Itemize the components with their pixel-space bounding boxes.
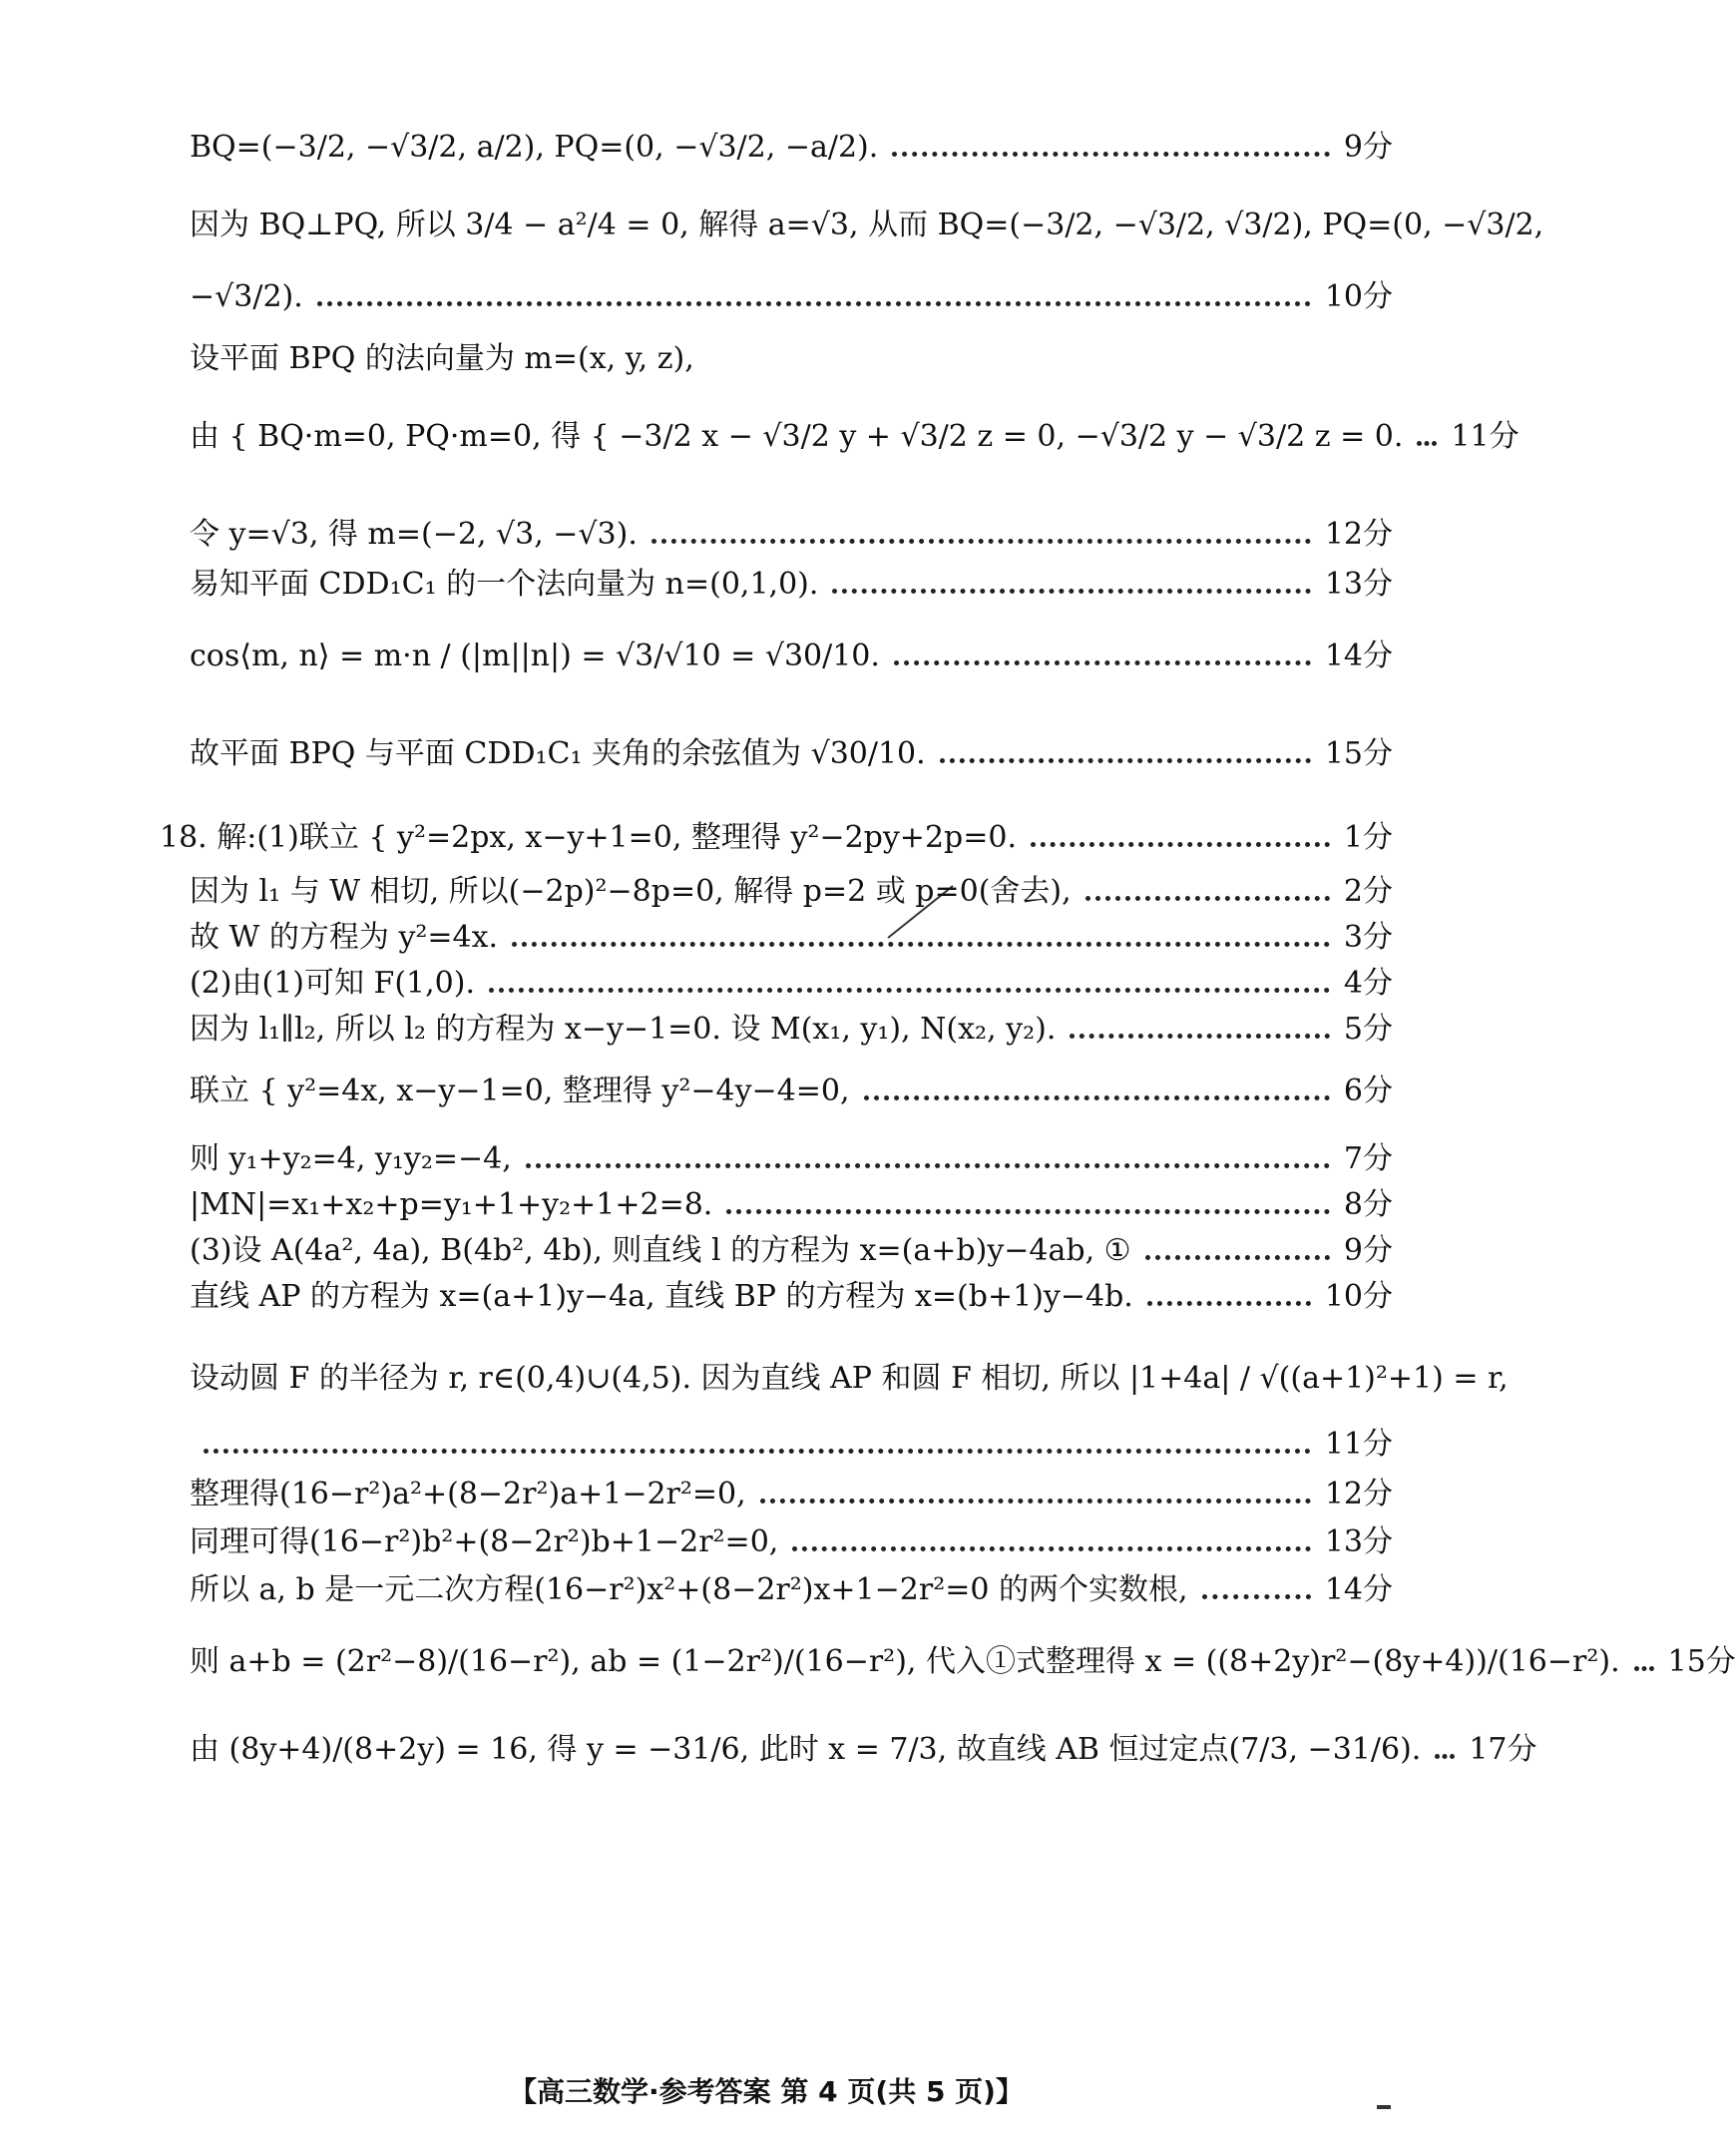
- dot-leader: [864, 1095, 1330, 1100]
- line-text: cos⟨m, n⟩ = m·n / (|m||n|) = √3/√10 = √30/10.: [190, 639, 880, 673]
- score-label: 17分: [1469, 1732, 1537, 1767]
- solution-line-2: [190, 208, 1544, 243]
- dot-leader: [760, 1499, 1311, 1504]
- score-label: 12分: [1324, 1477, 1393, 1511]
- line-text: 由 { BQ·m=0, PQ·m=0, 得 { −3/2 x − √3/2 y + √3/2 z = 0, −√3/2 y − √3/2 z = 0.: [190, 419, 1404, 454]
- score-label: 11分: [1324, 1427, 1393, 1462]
- line-text: 联立 { y²=4x, x−y−1=0, 整理得 y²−4y−4=0,: [190, 1074, 850, 1108]
- score-label: 10分: [1324, 279, 1393, 314]
- line-text: −√3/2).: [190, 279, 303, 314]
- solution-line-10: [160, 820, 1393, 856]
- line-text: 因为 l₁ 与 W 相切, 所以(−2p)²−8p=0, 解得 p=2 或 p=0(舍去),: [190, 874, 1072, 909]
- solution-line-9: [190, 736, 1393, 772]
- solution-line-22: [190, 1477, 1393, 1512]
- score-label: 2分: [1343, 874, 1393, 909]
- line-text: 因为 BQ⊥PQ, 所以 3/4 − a²/4 = 0, 解得 a=√3, 从而 BQ=(−3/2, −√3/2, √3/2), PQ=(0, −√3/2,: [190, 208, 1544, 242]
- line-text: (2)由(1)可知 F(1,0).: [190, 966, 475, 1001]
- line-text: (3)设 A(4a², 4a), B(4b², 4b), 则直线 l 的方程为 x=(a+b)y−4ab, ①: [190, 1233, 1131, 1268]
- solution-line-23: [190, 1524, 1393, 1560]
- dot-leader: [317, 301, 1311, 306]
- score-label: 13分: [1324, 1524, 1393, 1559]
- solution-line-19: [190, 1279, 1393, 1315]
- line-text: 故 W 的方程为 y²=4x.: [190, 920, 499, 955]
- score-label: 5分: [1343, 1012, 1393, 1047]
- dot-leader: [1145, 1255, 1330, 1260]
- dot-leader: [1085, 896, 1330, 901]
- solution-line-24: [190, 1572, 1393, 1608]
- dot-leader: [1417, 441, 1437, 446]
- dot-leader: [1031, 842, 1330, 847]
- solution-line-26: [190, 1732, 1537, 1768]
- solution-line-3: [190, 279, 1393, 315]
- dot-leader: [892, 152, 1330, 157]
- dot-leader: [894, 660, 1311, 665]
- score-label: 13分: [1324, 567, 1393, 602]
- dot-leader: [1435, 1754, 1455, 1759]
- dot-leader: [940, 758, 1311, 763]
- dot-leader: [489, 988, 1330, 993]
- score-label: 14分: [1324, 639, 1393, 673]
- score-label: 9分: [1343, 1233, 1393, 1268]
- solution-line-7: [190, 567, 1393, 603]
- corner-mark-icon: [1377, 2105, 1391, 2109]
- solution-line-8: [190, 639, 1393, 674]
- line-text: 易知平面 CDD₁C₁ 的一个法向量为 n=(0,1,0).: [190, 567, 819, 602]
- score-label: 8分: [1343, 1187, 1393, 1222]
- line-text: 直线 AP 的方程为 x=(a+1)y−4a, 直线 BP 的方程为 x=(b+1)y−4b.: [190, 1279, 1133, 1314]
- line-text: 令 y=√3, 得 m=(−2, √3, −√3).: [190, 517, 638, 552]
- score-label: 14分: [1324, 1572, 1393, 1607]
- solution-line-4: [190, 341, 1393, 377]
- line-text: |MN|=x₁+x₂+p=y₁+1+y₂+1+2=8.: [190, 1187, 713, 1222]
- line-text: 设动圆 F 的半径为 r, r∈(0,4)∪(4,5). 因为直线 AP 和圆 F 相切, 所以 |1+4a| / √((a+1)²+1) = r,: [190, 1361, 1509, 1396]
- solution-line-13: [190, 966, 1393, 1002]
- score-label: 10分: [1324, 1279, 1393, 1314]
- dot-leader: [204, 1449, 1311, 1454]
- dot-leader: [792, 1546, 1310, 1551]
- solution-line-25: [190, 1644, 1736, 1680]
- solution-line-20: [190, 1361, 1509, 1397]
- dot-leader: [726, 1209, 1330, 1214]
- solution-line-17: [190, 1187, 1393, 1223]
- page-footer: 【高三数学·参考答案 第 4 页(共 5 页)】: [509, 2075, 1024, 2108]
- score-label: 15分: [1667, 1644, 1736, 1679]
- score-label: 7分: [1343, 1141, 1393, 1176]
- solution-line-6: [190, 517, 1393, 553]
- line-text: BQ=(−3/2, −√3/2, a/2), PQ=(0, −√3/2, −a/2).: [190, 130, 879, 165]
- line-text: 18. 解:(1)联立 { y²=2px, x−y+1=0, 整理得 y²−2py+2p=0.: [160, 820, 1017, 855]
- line-text: 则 y₁+y₂=4, y₁y₂=−4,: [190, 1141, 512, 1176]
- line-text: 设平面 BPQ 的法向量为 m=(x, y, z),: [190, 341, 694, 376]
- line-text: 整理得(16−r²)a²+(8−2r²)a+1−2r²=0,: [190, 1477, 746, 1511]
- score-label: 6分: [1343, 1074, 1393, 1108]
- line-text: 则 a+b = (2r²−8)/(16−r²), ab = (1−2r²)/(16−r²), 代入①式整理得 x = ((8+2y)r²−(8y+4))/(16−r²).: [190, 1644, 1620, 1679]
- line-text: 由 (8y+4)/(8+2y) = 16, 得 y = −31/6, 此时 x = 7/3, 故直线 AB 恒过定点(7/3, −31/6).: [190, 1732, 1422, 1767]
- line-text: 故平面 BPQ 与平面 CDD₁C₁ 夹角的余弦值为 √30/10.: [190, 736, 926, 771]
- solution-line-1: [190, 130, 1393, 166]
- dot-leader: [1070, 1034, 1330, 1039]
- score-label: 15分: [1324, 736, 1393, 771]
- solution-line-16: [190, 1141, 1393, 1177]
- solution-line-21: [190, 1427, 1393, 1463]
- score-label: 11分: [1451, 419, 1519, 454]
- dot-leader: [1202, 1594, 1311, 1599]
- dot-leader: [526, 1163, 1330, 1168]
- solution-line-14: [190, 1012, 1393, 1048]
- score-label: 1分: [1343, 820, 1393, 855]
- score-label: 3分: [1343, 920, 1393, 955]
- line-text: 同理可得(16−r²)b²+(8−2r²)b+1−2r²=0,: [190, 1524, 779, 1559]
- dot-leader: [1147, 1301, 1311, 1306]
- dot-leader: [832, 589, 1310, 594]
- solution-line-11: [190, 874, 1393, 910]
- line-text: 所以 a, b 是一元二次方程(16−r²)x²+(8−2r²)x+1−2r²=0 的两个实数根,: [190, 1572, 1188, 1607]
- dot-leader: [651, 539, 1311, 544]
- solution-line-18: [190, 1233, 1393, 1269]
- score-label: 9分: [1343, 130, 1393, 165]
- dot-leader: [512, 942, 1330, 947]
- solution-line-12: [190, 920, 1393, 956]
- solution-line-15: [190, 1074, 1393, 1109]
- score-label: 4分: [1343, 966, 1393, 1001]
- score-label: 12分: [1324, 517, 1393, 552]
- line-text: 因为 l₁∥l₂, 所以 l₂ 的方程为 x−y−1=0. 设 M(x₁, y₁), N(x₂, y₂).: [190, 1012, 1057, 1047]
- dot-leader: [1634, 1666, 1654, 1671]
- solution-line-5: [190, 419, 1519, 455]
